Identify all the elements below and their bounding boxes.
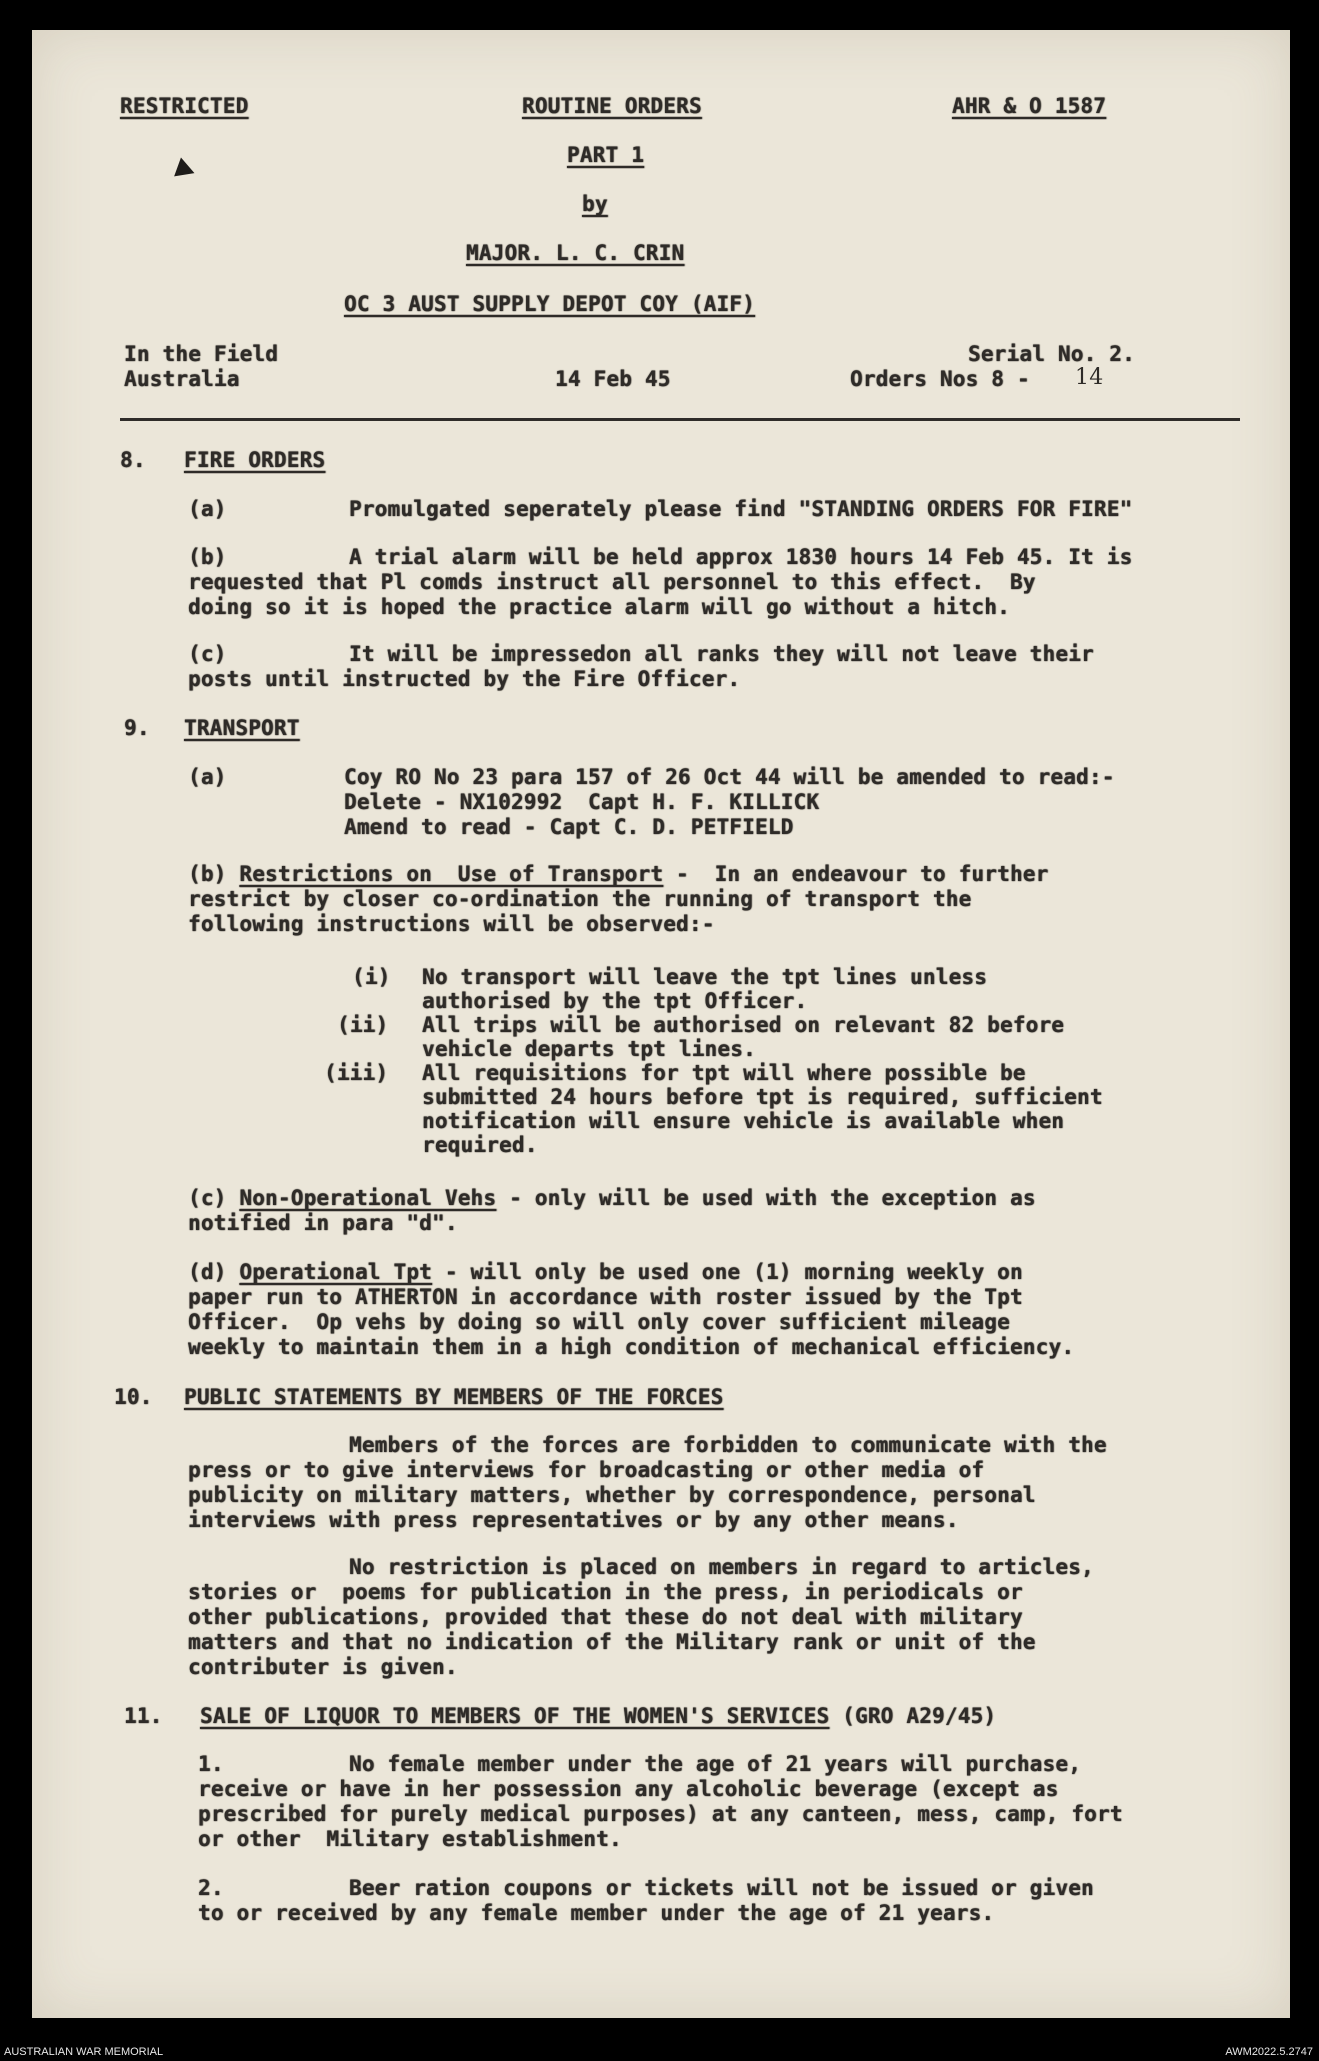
section-9d-line-3: Officer. Op vehs by doing so will only cover sufficient mileage [188, 1310, 1010, 1334]
restricted-label: RESTRICTED [120, 94, 249, 118]
section-8c-line-1: It will be impressedon all ranks they will not leave their [349, 642, 1094, 666]
section-9b-iii-line-3: notification will ensure vehicle is available when [422, 1109, 1065, 1133]
section-9b-ii-line-1: All trips will be authorised on relevant 82 before [422, 1013, 1065, 1037]
section-9b-iii-label: (iii) [324, 1061, 389, 1085]
section-8b-line-3: doing so it is hoped the practice alarm will go without a hitch. [188, 595, 1010, 619]
section-11-p2-line-1: Beer ration coupons or tickets will not be issued or given [349, 1876, 1094, 1900]
section-9b-i-line-1: No transport will leave the tpt lines unless [422, 965, 988, 989]
section-9b-line-3: following instructions will be observed:- [188, 912, 715, 936]
section-10-number: 10. [114, 1385, 153, 1409]
section-10-p1-line-4: interviews with press representatives or by any other means. [188, 1508, 959, 1532]
unit-name: OC 3 AUST SUPPLY DEPOT COY (AIF) [344, 292, 755, 316]
section-10-p2-line-1: No restriction is placed on members in regard to articles, [349, 1555, 1094, 1579]
section-9a-line-1: Coy RO No 23 para 157 of 26 Oct 44 will be amended to read:- [344, 765, 1115, 789]
section-9c-line-1-rest: - only will be used with the exception as [496, 1186, 1036, 1210]
section-10-p1-line-3: publicity on military matters, whether by correspondence, personal [188, 1483, 1036, 1507]
section-8-number: 8. [120, 448, 146, 472]
section-11-p1-line-2: receive or have in her possession any alcoholic beverage (except as [198, 1777, 1059, 1801]
section-9b-ii-line-2: vehicle departs tpt lines. [422, 1037, 756, 1061]
section-11-title: SALE OF LIQUOR TO MEMBERS OF THE WOMEN'S SERVICES [200, 1704, 830, 1728]
serial-number: Serial No. 2. [968, 342, 1135, 366]
routine-orders-heading: ROUTINE ORDERS [522, 94, 702, 118]
section-10-title: PUBLIC STATEMENTS BY MEMBERS OF THE FORCES [184, 1385, 724, 1409]
part-heading: PART 1 [567, 143, 645, 167]
section-8b-line-1: A trial alarm will be held approx 1830 hours 14 Feb 45. It is [349, 545, 1133, 569]
section-9b-iii-line-1: All requisitions for tpt will where possible be [422, 1061, 1026, 1085]
location-line-1: In the Field [124, 342, 279, 366]
section-9c-line-2: notified in para "d". [188, 1211, 458, 1235]
section-8b-label: (b) [188, 545, 227, 569]
section-9d-line-2: paper run to ATHERTON in accordance with roster issued by the Tpt [188, 1285, 1023, 1309]
section-9d-heading: Operational Tpt [239, 1260, 433, 1284]
section-9b-iii-line-4: required. [422, 1133, 538, 1157]
document-page [32, 30, 1290, 2018]
issuing-officer: MAJOR. L. C. CRIN [466, 241, 685, 265]
header-divider [120, 418, 1240, 421]
section-11-p2-label: 2. [198, 1876, 224, 1900]
section-9b-iii-line-2: submitted 24 hours before tpt is required, sufficient [422, 1085, 1103, 1109]
section-11-title-reference: (GRO A29/45) [829, 1704, 997, 1728]
section-9b-i-line-2: authorised by the tpt Officer. [422, 989, 808, 1013]
section-9c-label: (c) [188, 1186, 227, 1210]
section-11-p1-line-1: No female member under the age of 21 years will purchase, [349, 1752, 1082, 1776]
section-8c-line-2: posts until instructed by the Fire Officer. [188, 667, 741, 691]
section-9b-heading: Restrictions on Use of Transport [239, 862, 664, 886]
section-11-p1-line-3: prescribed for purely medical purposes) at any canteen, mess, camp, fort [198, 1802, 1123, 1826]
section-8-title: FIRE ORDERS [184, 448, 326, 472]
section-8a-text: Promulgated seperately please find "STANDING ORDERS FOR FIRE" [349, 497, 1133, 521]
section-9a-line-2: Delete - NX102992 Capt H. F. KILLICK [344, 790, 820, 814]
section-9a-line-3: Amend to read - Capt C. D. PETFIELD [344, 815, 794, 839]
section-11-number: 11. [124, 1704, 163, 1728]
orders-number-handwritten: 14 [1075, 365, 1104, 390]
section-9d-line-4: weekly to maintain them in a high condition of mechanical efficiency. [188, 1335, 1075, 1359]
section-9c-heading: Non-Operational Vehs [239, 1186, 497, 1210]
section-11-p1-line-4: or other Military establishment. [198, 1827, 622, 1851]
section-8b-line-2: requested that Pl comds instruct all personnel to this effect. By [188, 570, 1036, 594]
section-9b-label: (b) [188, 862, 227, 886]
section-10-p2-line-4: matters and that no indication of the Military rank or unit of the [188, 1630, 1036, 1654]
section-9a-label: (a) [188, 765, 227, 789]
footer-accession-number: AWM2022.5.2747 [1225, 2046, 1313, 2058]
footer-source-credit: AUSTRALIAN WAR MEMORIAL [4, 2046, 164, 2058]
section-9c-first-line [188, 1186, 1036, 1211]
section-9d-line-1-rest: - will only be used one (1) morning weekly on [432, 1260, 1023, 1284]
section-11-p1-label: 1. [198, 1752, 224, 1776]
section-9-title: TRANSPORT [184, 716, 300, 740]
section-9-number: 9. [124, 716, 150, 740]
ink-blot-mark [174, 158, 198, 183]
order-date: 14 Feb 45 [555, 367, 671, 391]
by-label: by [582, 192, 608, 216]
section-9d-first-line [188, 1260, 1023, 1285]
section-10-p1-line-1: Members of the forces are forbidden to communicate with the [349, 1433, 1107, 1457]
section-9b-i-label: (i) [352, 965, 391, 989]
section-11-p2-line-2: to or received by any female member under the age of 21 years. [198, 1901, 995, 1925]
orders-numbers: Orders Nos 8 - [850, 367, 1030, 391]
section-11-title-line [200, 1704, 996, 1729]
section-9b-ii-label: (ii) [337, 1013, 389, 1037]
section-8c-label: (c) [188, 642, 227, 666]
section-9b-line-2: restrict by closer co-ordination the running of transport the [188, 887, 972, 911]
section-10-p2-line-3: other publications, provided that these do not deal with military [188, 1605, 1023, 1629]
section-10-p1-line-2: press or to give interviews for broadcasting or other media of [188, 1458, 985, 1482]
section-9b-line-1-rest: - In an endeavour to further [663, 862, 1049, 886]
section-10-p2-line-2: stories or poems for publication in the press, in periodicals or [188, 1580, 1023, 1604]
section-9d-label: (d) [188, 1260, 227, 1284]
section-10-p2-line-5: contributer is given. [188, 1655, 458, 1679]
section-8a-label: (a) [188, 497, 227, 521]
section-9b-first-line [188, 862, 1049, 887]
document-reference: AHR & O 1587 [952, 94, 1107, 118]
location-line-2: Australia [124, 367, 240, 391]
